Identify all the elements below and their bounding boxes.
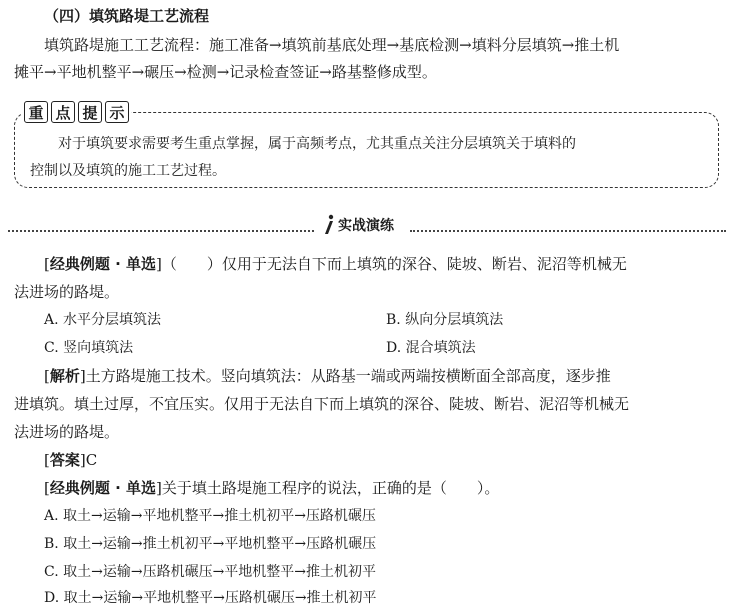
q1-stem-line1: [经典例题 · 单选]（ ）仅用于无法自下而上填筑的深谷、陡坡、断岩、泥沼等机械无	[44, 255, 627, 273]
flow-text-line1: 填筑路堤施工工艺流程：施工准备→填筑前基底处理→基底检测→填料分层填筑→推土机	[44, 36, 620, 54]
q1-answer-tag: 答案	[49, 451, 80, 469]
q1-analysis-text: 土方路堤施工技术。竖向填筑法：从路基一端或两端按横断面全部高度，逐步推	[85, 367, 611, 385]
q2-stem-line: [经典例题 · 单选]关于填土路堤施工程序的说法，正确的是（ ）。	[44, 479, 500, 497]
q1-option-a: A. 水平分层填筑法	[44, 312, 162, 328]
q1-analysis-line2: 进填筑。填土过厚，不宜压实。仅用于无法自下而上填筑的深谷、陡坡、断岩、泥沼等机械无	[14, 395, 630, 413]
q1-tag: 经典例题 · 单选	[49, 255, 157, 273]
q1-answer-value: C	[85, 451, 98, 469]
divider-left	[8, 230, 318, 232]
tip-text-line2: 控制以及填筑的施工工艺过程。	[30, 163, 226, 179]
q1-option-b: B. 纵向分层填筑法	[386, 312, 504, 328]
practice-header	[316, 214, 400, 236]
q1-option-c: C. 竖向填筑法	[44, 340, 134, 356]
tip-tab-1: 重	[24, 101, 48, 123]
q2-option-a: A. 取土→运输→平地机整平→推土机初平→压路机碾压	[44, 508, 376, 524]
practice-label: 实战演练	[338, 218, 394, 234]
q1-answer-line: [答案]C	[44, 451, 98, 469]
q2-option-d: D. 取土→运输→平地机整平→压路机碾压→推土机初平	[44, 590, 377, 606]
section-heading: （四）填筑路堤工艺流程	[44, 7, 210, 25]
q2-option-c: C. 取土→运输→压路机碾压→平地机整平→推土机初平	[44, 564, 377, 580]
flow-text-line2: 摊平→平地机整平→碾压→检测→记录检查签证→路基整修成型。	[14, 63, 437, 81]
tip-tab-3: 提	[78, 101, 102, 123]
q1-stem-text: （ ）仅用于无法自下而上填筑的深谷、陡坡、断岩、泥沼等机械无	[161, 255, 627, 273]
divider-right	[410, 230, 726, 232]
q2-option-b: B. 取土→运输→推土机初平→平地机整平→压路机碾压	[44, 536, 377, 552]
pen-icon	[322, 214, 336, 236]
q1-option-d: D. 混合填筑法	[386, 340, 476, 356]
q1-analysis-tag: 解析	[49, 367, 80, 385]
q2-stem-text: 关于填土路堤施工程序的说法，正确的是（ ）。	[161, 479, 500, 497]
tip-tab-4: 示	[105, 101, 129, 123]
key-tip-tabs	[22, 101, 131, 123]
q1-stem-line2: 法进场的路堤。	[14, 283, 120, 301]
tip-tab-2: 点	[51, 101, 75, 123]
q2-tag: 经典例题 · 单选	[49, 479, 157, 497]
q1-analysis-line1: [解析]土方路堤施工技术。竖向填筑法：从路基一端或两端按横断面全部高度，逐步推	[44, 367, 611, 385]
tip-text-line1: 对于填筑要求需要考生重点掌握，属于高频考点，尤其重点关注分层填筑关于填料的	[58, 136, 576, 152]
q1-analysis-line3: 法进场的路堤。	[14, 423, 120, 441]
